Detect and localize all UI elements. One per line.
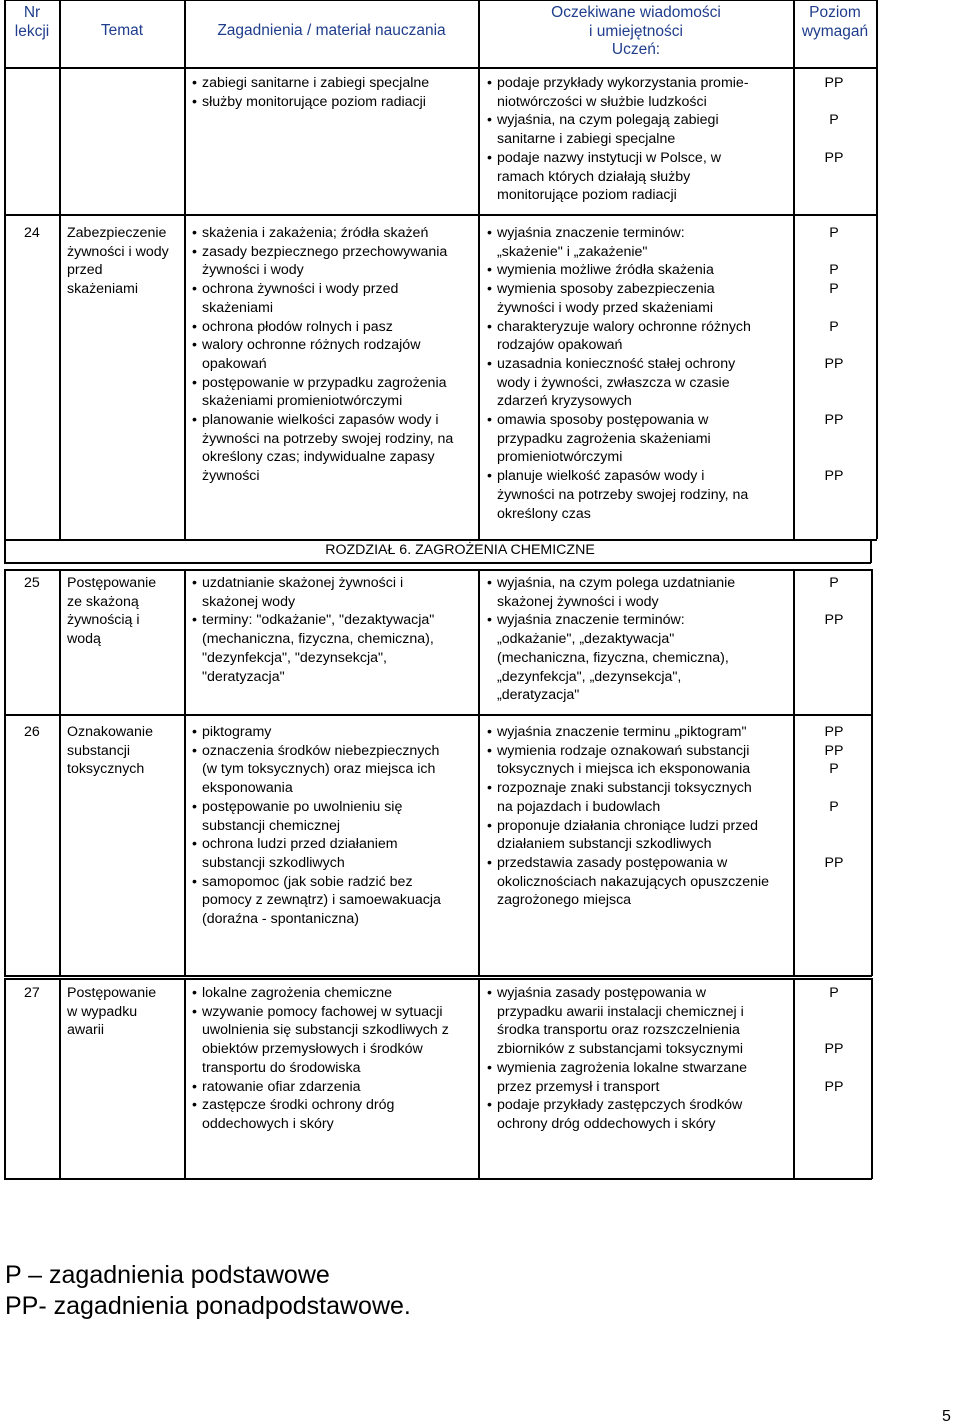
bullet-item: • wyjaśnia, na czym polega uzdatnianie <box>487 574 735 593</box>
bullet-item: • zabiegi sanitarne i zabiegi specjalne <box>192 74 429 93</box>
bullet-continuation: "deratyzacja" <box>202 668 285 685</box>
col-border <box>478 0 480 539</box>
level-value: PP <box>824 612 844 629</box>
level-value: PP <box>824 412 844 429</box>
bullet-item: • samopomoc (jak sobie radzić bez <box>192 873 441 892</box>
bullet-item: • proponuje działania chroniące ludzi przed <box>487 817 769 836</box>
topic-line: żywności i wody <box>67 243 169 260</box>
col-border <box>184 0 186 539</box>
bullet-continuation: sanitarne i zabiegi specjalne <box>497 131 676 148</box>
header-poziom-line2: wymagań <box>801 22 869 40</box>
bullet-continuation: żywności na potrzeby swojej rodziny, na <box>497 486 749 503</box>
level-value <box>802 130 866 149</box>
bullet-continuation: „deratyzacja" <box>497 687 580 704</box>
header-oczekiwane-line3: Uczeń: <box>611 41 661 58</box>
bullet-item: • wymienia rodzaje oznakowań substancji <box>487 742 769 761</box>
header-oczekiwane-line2: i umiejętności <box>589 22 683 40</box>
bullet-item: • oznaczenia środków niebezpiecznych <box>192 742 441 761</box>
col-border <box>4 978 6 1179</box>
level-value <box>802 1059 866 1078</box>
topic-line: substancji <box>67 742 131 759</box>
bullet-continuation: (mechaniczna, fizyczna, chemiczna), <box>202 631 434 648</box>
level-value <box>802 779 866 798</box>
topic-line: awarii <box>67 1022 105 1039</box>
level-value <box>802 93 866 112</box>
col-border <box>478 569 480 976</box>
topic-line: Postępowanie <box>67 985 157 1001</box>
level-value: PP <box>824 1078 844 1095</box>
row27-zagadnienia <box>192 984 449 1134</box>
topic-line: wodą <box>67 631 101 648</box>
row26-oczekiwane <box>487 723 769 910</box>
bullet-item: • służby monitorujące poziom radiacji <box>192 93 429 112</box>
col-border <box>59 569 61 976</box>
level-value: P <box>829 281 839 298</box>
bullet-item: • podaje przykłady zastępczych środków <box>487 1096 747 1115</box>
level-value <box>802 374 866 393</box>
header-nr <box>5 4 59 41</box>
col-border <box>184 569 186 976</box>
bullet-continuation: „dezynfekcja", „dezynsekcja", <box>497 668 682 685</box>
bullet-item: • wyjaśnia, na czym polegają zabiegi <box>487 111 749 130</box>
level-value <box>802 1021 866 1040</box>
topic-line: skażeniami <box>67 281 138 298</box>
col-border <box>871 569 873 976</box>
bullet-continuation: okolicznościach nakazujących opuszczenie <box>497 873 770 890</box>
row24-nr: 24 <box>24 225 40 241</box>
level-value: PP <box>824 1041 844 1058</box>
row24-temat <box>67 224 169 299</box>
col-border <box>793 569 795 976</box>
row24-oczekiwane <box>487 224 751 523</box>
col-border <box>871 978 873 1179</box>
section-bottom-border <box>4 562 871 564</box>
bullet-continuation: ochrony dróg oddechowych i skóry <box>497 1115 716 1132</box>
row26-temat <box>67 723 153 779</box>
row25-nr: 25 <box>24 575 40 591</box>
bullet-continuation: skażeniami <box>202 299 273 316</box>
header-bottom-border <box>4 67 877 69</box>
bullet-continuation: żywności i wody <box>202 262 304 279</box>
bullet-continuation: przez przemysł i transport <box>497 1078 660 1095</box>
bullet-item: • charakteryzuje walory ochronne różnych <box>487 318 751 337</box>
bullet-continuation: obiektów przemysłowych i środków <box>202 1041 423 1058</box>
bullet-item: • podaje przykłady wykorzystania promie- <box>487 74 749 93</box>
bullet-item: • piktogramy <box>192 723 441 742</box>
bullet-continuation: niotwórczości w służbie ludzkości <box>497 93 707 110</box>
level-value: PP <box>824 149 844 166</box>
bullet-continuation: zbiorników z substancjami toksycznymi <box>497 1041 743 1058</box>
header-poziom <box>794 4 876 41</box>
bullet-continuation: na pojazdach i budowlach <box>497 798 661 815</box>
bullet-item: • wyjaśnia znaczenie terminu „piktogram" <box>487 723 769 742</box>
bullet-item: • ochrona ludzi przed działaniem <box>192 835 441 854</box>
level-value: PP <box>824 75 844 91</box>
level-value: PP <box>824 724 844 740</box>
bullet-item: • ochrona płodów rolnych i pasz <box>192 318 453 337</box>
bullet-item: • ochrona żywności i wody przed <box>192 280 453 299</box>
bullet-continuation: „odkażanie", „dezaktywacja" <box>497 631 675 648</box>
table3-top-border <box>4 978 872 980</box>
bullet-item: • terminy: "odkażanie", "dezaktywacja" <box>192 611 434 630</box>
bullet-continuation: żywności <box>202 468 260 485</box>
bullet-continuation: uwolnienia się substancji szkodliwych z <box>202 1022 449 1039</box>
bullet-continuation: zagrożonego miejsca <box>497 892 632 909</box>
bullet-continuation: skażonej wody <box>202 593 296 610</box>
bullet-item: • zastępcze środki ochrony dróg <box>192 1096 449 1115</box>
table2-bottom-border <box>4 975 872 977</box>
topic-line: Zabezpieczenie <box>67 225 167 241</box>
header-oczekiwane <box>479 4 793 60</box>
bullet-item: • wymienia zagrożenia lokalne stwarzane <box>487 1059 747 1078</box>
topic-line: żywnością i <box>67 612 140 629</box>
col-border <box>59 978 61 1179</box>
row27-oczekiwane <box>487 984 747 1134</box>
bullet-continuation: określony czas <box>497 505 591 522</box>
header-nr-line1: Nr <box>23 4 41 21</box>
level-value <box>802 392 866 411</box>
topic-line: przed <box>67 262 103 279</box>
level-value: P <box>829 262 839 279</box>
bullet-continuation: ramach których działają służby <box>497 168 691 185</box>
level-value: P <box>829 112 839 129</box>
bullet-continuation: (mechaniczna, fizyczna, chemiczna), <box>497 649 729 666</box>
bullet-continuation: rodzajów opakowań <box>497 337 623 354</box>
bullet-continuation: monitorujące poziom radiacji <box>497 187 677 204</box>
table2-top-border <box>4 569 872 571</box>
bullet-continuation: opakowań <box>202 355 267 372</box>
header-nr-line2: lekcji <box>14 22 50 40</box>
row26-levels <box>802 723 866 873</box>
bullet-continuation: "dezynfekcja", "dezynsekcja", <box>202 649 387 666</box>
bullet-continuation: środka transportu oraz rozszczelnienia <box>497 1022 740 1039</box>
header-temat: Temat <box>100 22 144 39</box>
table-top-border <box>4 0 877 1</box>
topic-line: Postępowanie <box>67 575 157 591</box>
col-border <box>4 569 6 976</box>
bullet-continuation: (doraźna - spontaniczna) <box>202 911 359 928</box>
level-value: PP <box>824 854 844 871</box>
bullet-item: • skażenia i zakażenia; źródła skażeń <box>192 224 453 243</box>
level-value <box>802 817 866 836</box>
bullet-continuation: określony czas; indywidualne zapasy <box>202 449 435 466</box>
col-border <box>793 0 795 539</box>
bullet-continuation: przypadku zagrożenia skażeniami <box>497 430 711 447</box>
col-border <box>478 978 480 1179</box>
section-title: ROZDZIAŁ 6. ZAGROŻENIA CHEMICZNE <box>325 542 595 558</box>
row24-zagadnienia <box>192 224 453 486</box>
bullet-item: • rozpoznaje znaki substancji toksycznych <box>487 779 769 798</box>
bullet-item: • postępowanie w przypadku zagrożenia <box>192 374 453 393</box>
bullet-continuation: transportu do środowiska <box>202 1059 361 1076</box>
bullet-continuation: żywności na potrzeby swojej rodziny, na <box>202 430 454 447</box>
topic-line: Oznakowanie <box>67 724 153 740</box>
bullet-continuation: oddechowych i skóry <box>202 1115 334 1132</box>
row-divider <box>4 214 877 216</box>
bullet-item: • planowanie wielkości zapasów wody i <box>192 411 453 430</box>
level-value <box>802 593 866 612</box>
bullet-continuation: substancji szkodliwych <box>202 854 345 871</box>
row27-nr: 27 <box>24 985 40 1001</box>
bullet-item: • wzywanie pomocy fachowej w sytuacji <box>192 1003 449 1022</box>
bullet-continuation: „skażenie" i „zakażenie" <box>497 243 648 260</box>
bullet-continuation: (w tym toksycznych) oraz miejsca ich <box>202 761 436 778</box>
row27-temat <box>67 984 156 1040</box>
row25-levels <box>802 574 866 630</box>
header-zagadnienia: Zagadnienia / materiał nauczania <box>217 22 446 39</box>
bullet-continuation: toksycznych i miejsca ich eksponowania <box>497 761 751 778</box>
level-value: PP <box>824 468 844 485</box>
bullet-item: • podaje nazwy instytucji w Polsce, w <box>487 149 749 168</box>
col-border <box>184 978 186 1179</box>
cont-oczekiwane <box>487 74 749 205</box>
level-value: P <box>829 985 839 1001</box>
bullet-continuation: eksponowania <box>202 780 293 797</box>
bullet-continuation: skażeniami promieniotwórczymi <box>202 393 403 410</box>
bullet-item: • walory ochronne różnych rodzajów <box>192 336 453 355</box>
cont-zagadnienia <box>192 74 429 111</box>
topic-line: w wypadku <box>67 1003 138 1020</box>
level-value <box>802 430 866 449</box>
col-border <box>876 0 878 539</box>
bullet-item: • uzasadnia konieczność stałej ochrony <box>487 355 751 374</box>
row26-zagadnienia <box>192 723 441 929</box>
row25-zagadnienia <box>192 574 434 686</box>
level-value: P <box>829 761 839 778</box>
bullet-continuation: pomocy z zewnątrz) i samoewakuacja <box>202 892 441 909</box>
row-divider <box>4 714 872 716</box>
col-border <box>793 978 795 1179</box>
legend-advanced: PP- zagadnienia ponadpodstawowe. <box>5 1292 411 1320</box>
bullet-continuation: promieniotwórczymi <box>497 449 623 466</box>
bullet-item: • zasady bezpiecznego przechowywania <box>192 243 453 262</box>
bullet-continuation: działaniem substancji szkodliwych <box>497 836 712 853</box>
level-value: PP <box>824 355 844 372</box>
level-value <box>802 243 866 262</box>
bullet-item: • lokalne zagrożenia chemiczne <box>192 984 449 1003</box>
bullet-item: • wyjaśnia znaczenie terminów: <box>487 224 751 243</box>
bullet-item: • uzdatnianie skażonej żywności i <box>192 574 434 593</box>
level-value: PP <box>824 742 844 759</box>
col-border <box>4 0 6 539</box>
header-poziom-line1: Poziom <box>809 4 861 21</box>
level-value <box>802 835 866 854</box>
level-value: P <box>829 575 839 591</box>
bullet-item: • ratowanie ofiar zdarzenia <box>192 1078 449 1097</box>
level-value: P <box>829 318 839 335</box>
bullet-item: • przedstawia zasady postępowania w <box>487 854 769 873</box>
bullet-continuation: substancji chemicznej <box>202 817 340 834</box>
level-value: P <box>829 225 839 241</box>
bullet-item: • postępowanie po uwolnieniu się <box>192 798 441 817</box>
row26-nr: 26 <box>24 724 40 740</box>
level-value <box>802 336 866 355</box>
level-value: P <box>829 798 839 815</box>
bullet-item: • planuje wielkość zapasów wody i <box>487 467 751 486</box>
cont-levels <box>802 74 866 168</box>
bullet-continuation: żywności i wody przed skażeniami <box>497 299 714 316</box>
row24-levels <box>802 224 866 486</box>
page-number: 5 <box>942 1408 951 1425</box>
bullet-item: • wyjaśnia zasady postępowania w <box>487 984 747 1003</box>
legend-basic: P – zagadnienia podstawowe <box>5 1261 330 1289</box>
bullet-item: • wymienia możliwe źródła skażenia <box>487 261 751 280</box>
bullet-continuation: zdarzeń kryzysowych <box>497 393 632 410</box>
bullet-item: • omawia sposoby postępowania w <box>487 411 751 430</box>
topic-line: toksycznych <box>67 761 145 778</box>
level-value <box>802 299 866 318</box>
row25-oczekiwane <box>487 574 735 705</box>
bullet-item: • wyjaśnia znaczenie terminów: <box>487 611 735 630</box>
level-value <box>802 448 866 467</box>
bullet-continuation: przypadku awarii instalacji chemicznej i <box>497 1003 744 1020</box>
bullet-continuation: wody i żywności, zwłaszcza w czasie <box>497 374 730 391</box>
header-oczekiwane-line1: Oczekiwane wiadomości <box>551 4 721 21</box>
bullet-item: • wymienia sposoby zabezpieczenia <box>487 280 751 299</box>
level-value <box>802 1003 866 1022</box>
bullet-continuation: skażonej żywności i wody <box>497 593 659 610</box>
col-border <box>59 0 61 539</box>
row27-levels <box>802 984 866 1096</box>
table3-bottom-border <box>4 1178 872 1180</box>
row25-temat <box>67 574 156 649</box>
topic-line: ze skażoną <box>67 593 139 610</box>
